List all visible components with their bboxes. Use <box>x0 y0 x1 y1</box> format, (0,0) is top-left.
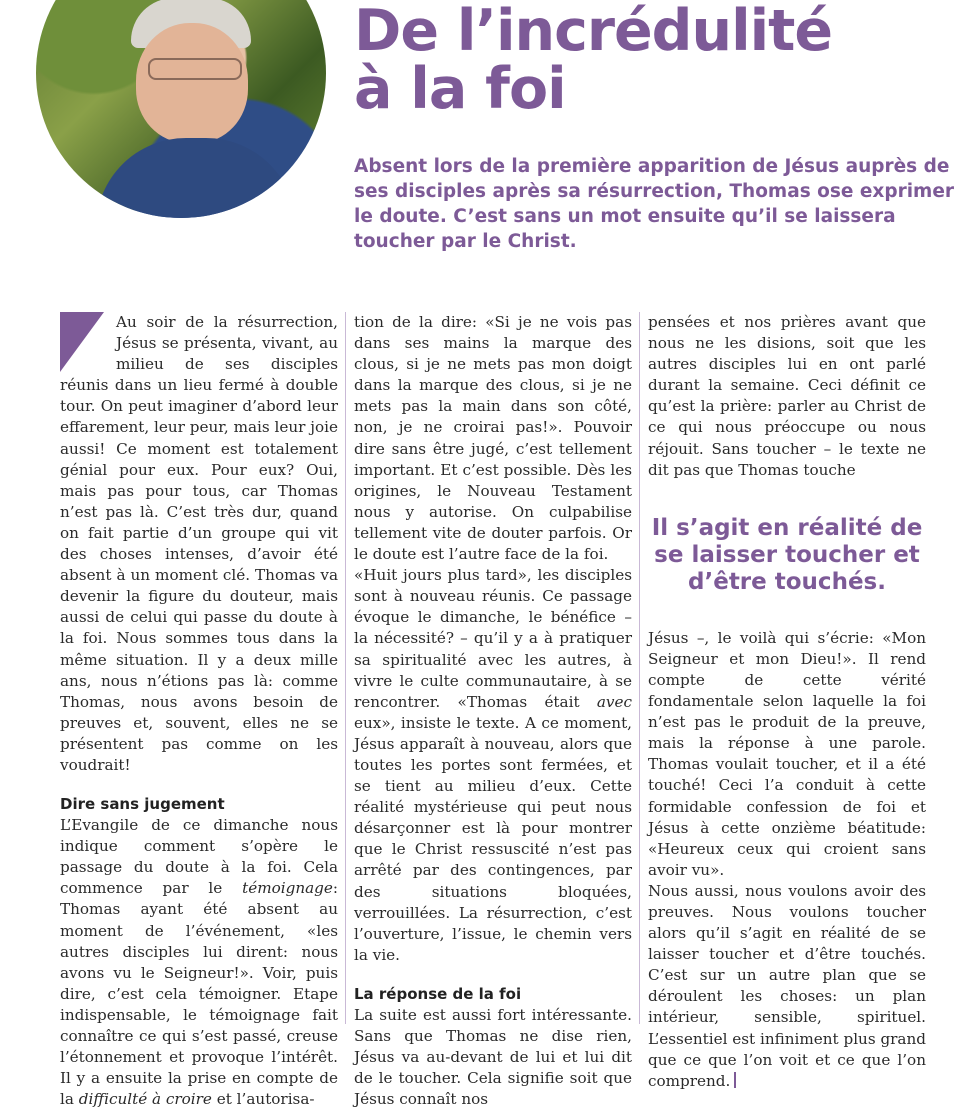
paragraph: Nous aussi, nous voulons avoir des preuves. Nous voulons toucher alors qu’il s’agit en réalité de se laisser toucher et d’être touchés. C’est sur un autre plan que se déroulent les choses: un plan intérieur, sensible, spirituel. L’essentiel est infiniment plus grand que ce que l’on voit et ce que l’on comprend. <box>648 881 926 1090</box>
article-title <box>354 0 833 122</box>
paragraph: pensées et nos prières avant que nous ne les disions, soit que les autres disciples lui en ont parlé durant la semaine. Ceci définit ce qu’est la prière: parler au Christ de ce qui nous préoccupe ou nous réjouit. Sans toucher – le texte ne dit pas que Thomas touche <box>648 313 926 479</box>
section-heading: Dire sans jugement <box>60 795 225 814</box>
column-divider <box>639 312 640 1024</box>
paragraph: «Huit jours plus tard», les disciples sont à nouveau réunis. Ce passage évoque le dimanche, le bénéfice – la nécessité? – qu’il y a à pratiquer sa spiritualité avec les autres, à vivre le culte communautaire, à se rencontrer. «Thomas était avec eux», insiste le texte. A ce moment, Jésus apparaît à nouveau, alors que toutes les portes sont fermées, et se tient au milieu d’eux. Cette réalité mystérieuse qui peut nous désarçonner est là pour montrer que le Christ ressuscité n’est pas arrêté par des contingences, par des situations bloquées, verrouillées. La résurrection, c’est l’ouverture, l’issue, le chemin vers la vie. <box>354 566 632 964</box>
section-heading: La réponse de la foi <box>354 984 522 1003</box>
paragraph: Jésus –, le voilà qui s’écrie: «Mon Seigneur et mon Dieu!». Il rend compte de cette vérité fondamentale selon laquelle la foi n’est pas le produit de la preuve, mais la réponse à une parole. Thomas voulait toucher, et il a été touché! Ceci l’a conduit à cette formidable confession de foi et Jésus à cette onzième béatitude: «Heureux ceux qui croient sans avoir vu». <box>648 628 926 879</box>
article-column-3 <box>648 312 926 1092</box>
pull-quote: Il s’agit en réalité de se laisser toucher et d’être touchés. <box>651 514 923 595</box>
article-column-2 <box>354 312 632 1110</box>
paragraph: La suite est aussi fort intéressante. Sans que Thomas ne dise rien, Jésus va au-devant de lui et lui dit de le toucher. Cela signifie soit que Jésus connaît nos <box>354 1005 632 1109</box>
author-portrait <box>36 0 326 218</box>
paragraph: tion de la dire: «Si je ne vois pas dans ses mains la marque des clous, si je ne mets pas mon doigt dans la marque des clous, si je ne mets pas la main dans son côté, non, je ne croirai pas!». Pouvoir dire sans être jugé, c’est tellement important. Et c’est possible. Dès les origines, le Nouveau Testament nous y autorise. On culpabilise tellement vite de douter parfois. Or le doute est l’autre face de la foi. <box>354 313 632 564</box>
paragraph: Au soir de la résurrection, Jésus se présenta, vivant, au milieu de ses disciples réunis dans un lieu fermé à double tour. On peut imaginer d’abord leur effarement, leur peur, mais leur joie aussi! Ce moment est totalement génial pour eux. Pour eux? Oui, mais pas pour tous, car Thomas n’est pas là. C’est très dur, quand on fait partie d’un groupe qui vit des choses intenses, d’avoir été absent à un moment clé. Thomas va devenir la figure du douteur, mais aussi de celui qui passe du doute à la foi. Nous sommes tous dans la même situation. Il y a deux mille ans, nous n’étions pas là: comme Thomas, nous avons besoin de preuves et, souvent, elles ne se présentent pas comme on les voudrait! <box>60 313 338 774</box>
column-divider <box>345 312 346 1024</box>
title-line-2: à la foi <box>354 56 566 122</box>
paragraph: L’Evangile de ce dimanche nous indique comment s’opère le passage du doute à la foi. Cela commence par le témoignage: Thomas ayant été absent au moment de l’événement, «les autres disciples lui dirent: nous avons vu le Seigneur!». Voir, puis dire, c’est cela témoigner. Etape indispensable, le témoignage fait connaître ce qui s’est passé, creuse l’étonnement et provoque l’intérêt. Il y a ensuite la prise en compte de la difficulté à croire et l’autorisa- <box>60 816 338 1109</box>
article-column-1 <box>60 312 338 1110</box>
title-line-1: De l’incrédulité <box>354 0 833 64</box>
end-mark <box>734 1072 736 1088</box>
article-lede: Absent lors de la première apparition de Jésus auprès de ses disciples après sa résurrection, Thomas ose exprimer le doute. C’est sans un mot ensuite qu’il se laissera toucher par le Christ. <box>354 156 954 252</box>
